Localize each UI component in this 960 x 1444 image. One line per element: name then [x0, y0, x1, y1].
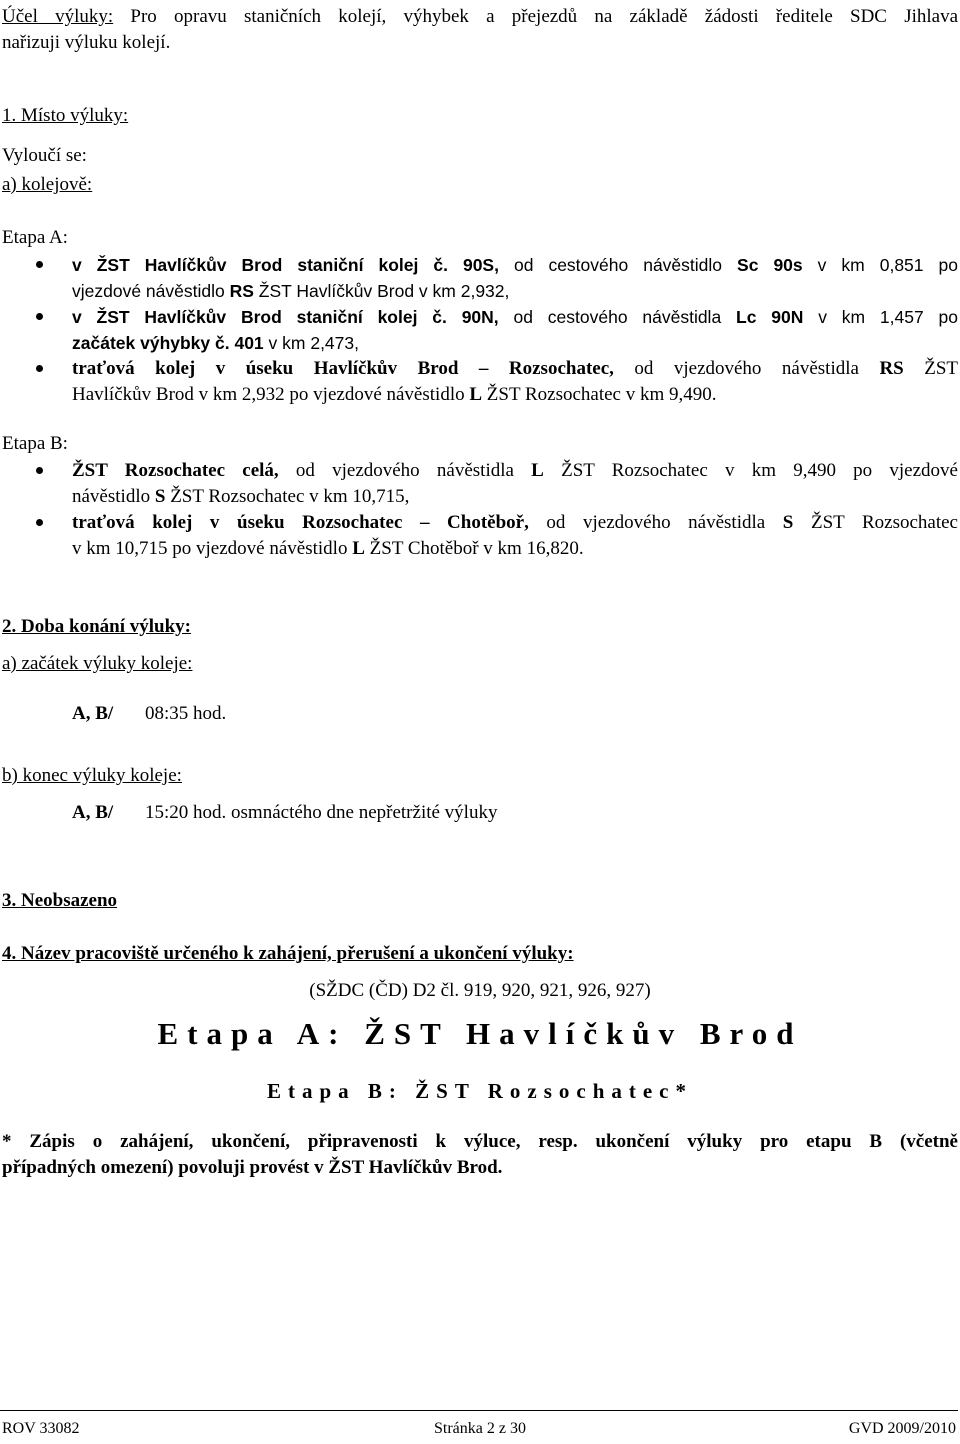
text-segment: vjezdové návěstidlo	[72, 281, 230, 301]
purpose-line-2: nařizuji výluku kolejí.	[2, 32, 171, 53]
etapa-a-item-2-line-1	[72, 304, 958, 330]
footer-rule	[0, 1410, 958, 1411]
footer-right: GVD 2009/2010	[848, 1420, 956, 1437]
start-stage: A, B/	[72, 703, 114, 724]
bold-text-segment: začátek výhybky č. 401	[72, 333, 264, 353]
bold-text-segment: S	[154, 486, 166, 507]
bold-text-segment: v ŽST Havlíčkův Brod staniční kolej č. 90N,	[72, 307, 499, 327]
bold-text-segment: traťová kolej v úseku Havlíčkův Brod – Rozsochatec,	[72, 358, 614, 379]
text-segment: ŽST	[903, 358, 958, 379]
text-segment: návěstidlo	[72, 486, 155, 507]
exclude-label: Vyloučí se:	[2, 145, 87, 166]
start-label: a) začátek výluky koleje:	[2, 653, 193, 674]
bullet-icon	[36, 313, 43, 320]
text-segment: od cestového návěstidlo	[498, 255, 738, 275]
bold-text-segment: L	[531, 460, 544, 481]
bold-text-segment: v ŽST Havlíčkův Brod staniční kolej č. 90S,	[72, 255, 499, 275]
text-segment: od vjezdového návěstidla	[528, 512, 783, 533]
section-1-heading: 1. Místo výluky:	[2, 105, 129, 126]
etapa-a-item-3-line-1	[72, 356, 958, 382]
text-segment: Havlíčkův Brod v km 2,932 po vjezdové návěstidlo	[72, 384, 470, 405]
purpose-text-1: Pro opravu staničních kolejí, výhybek a přejezdů na základě žádosti ředitele SDC Jihlava	[130, 6, 959, 27]
etapa-a-item-1-line-1	[72, 252, 958, 278]
etapa-a-item-3-line-2	[72, 382, 958, 408]
text-segment: ŽST Rozsochatec v km 9,490.	[482, 384, 717, 405]
text-segment: ŽST Chotěboř v km 16,820.	[364, 538, 584, 559]
footer-left: ROV 33082	[2, 1420, 80, 1437]
section-2-heading: 2. Doba konání výluky:	[2, 616, 192, 637]
etapa-a-item-2-line-2	[72, 330, 958, 356]
etapa-b-station: Etapa B: ŽST Rozsochatec*	[266, 1079, 694, 1103]
section-3-heading: 3. Neobsazeno	[2, 890, 118, 911]
bold-text-segment: traťová kolej v úseku Rozsochatec – Chotěboř,	[72, 512, 529, 533]
purpose-label: Účel výluky:	[2, 6, 114, 27]
footer-page: Stránka 2 z 30	[434, 1420, 526, 1437]
etapa-a-item-1-line-2	[72, 278, 958, 304]
sub-a-label: a) kolejově:	[2, 174, 93, 195]
text-segment: v km 0,851 po	[802, 255, 958, 275]
text-segment: v km 2,473,	[263, 333, 359, 353]
end-time: 15:20 hod. osmnáctého dne nepřetržité výluky	[145, 802, 498, 823]
bold-text-segment: ŽST Rozsochatec celá,	[72, 460, 279, 481]
bold-text-segment: S	[782, 512, 794, 533]
text-segment: ŽST Rozsochatec v km 9,490 po vjezdové	[543, 460, 958, 481]
bold-text-segment: L	[352, 538, 365, 559]
bullet-icon	[36, 467, 43, 474]
note-line-2: případných omezení) povoluji provést v ŽST Havlíčkův Brod.	[2, 1157, 503, 1178]
bullet-icon	[36, 261, 43, 268]
bold-text-segment: Lc 90N	[736, 307, 804, 327]
text-segment: ŽST Rozsochatec	[793, 512, 958, 533]
note-line-1: * Zápis o zahájení, ukončení, připravenosti k výluce, resp. ukončení výluky pro etapu B (včetně	[2, 1131, 958, 1152]
etapa-b-item-1-line-1	[72, 458, 958, 484]
text-segment: v km 1,457 po	[803, 307, 959, 327]
etapa-a-label: Etapa A:	[2, 227, 68, 248]
text-segment: ŽST Havlíčkův Brod v km 2,932,	[253, 281, 510, 301]
end-label: b) konec výluky koleje:	[2, 765, 182, 786]
purpose-line-1	[2, 4, 958, 30]
text-segment: v km 10,715 po vjezdové návěstidlo	[72, 538, 353, 559]
start-time: 08:35 hod.	[145, 703, 227, 724]
etapa-a-station: Etapa A: ŽST Havlíčkův Brod	[157, 1016, 803, 1051]
bullet-icon	[36, 365, 43, 372]
section-4-heading: 4. Název pracoviště určeného k zahájení, přerušení a ukončení výluky:	[2, 943, 574, 964]
bold-text-segment: Sc 90s	[737, 255, 803, 275]
etapa-b-item-2-line-1	[72, 510, 958, 536]
bold-text-segment: RS	[879, 358, 904, 379]
text-segment: ŽST Rozsochatec v km 10,715,	[165, 486, 410, 507]
bullet-icon	[36, 519, 43, 526]
text-segment: od cestového návěstidla	[498, 307, 737, 327]
text-segment: od vjezdového návěstidla	[278, 460, 532, 481]
etapa-b-item-2-line-2	[72, 536, 958, 562]
section-4-reference: (SŽDC (ČD) D2 čl. 919, 920, 921, 926, 927)	[309, 980, 651, 1001]
etapa-b-item-1-line-2	[72, 484, 958, 510]
bold-text-segment: L	[469, 384, 483, 405]
end-stage: A, B/	[72, 802, 114, 823]
bold-text-segment: RS	[229, 281, 254, 301]
etapa-b-label: Etapa B:	[2, 433, 68, 454]
text-segment: od vjezdového návěstidla	[613, 358, 880, 379]
